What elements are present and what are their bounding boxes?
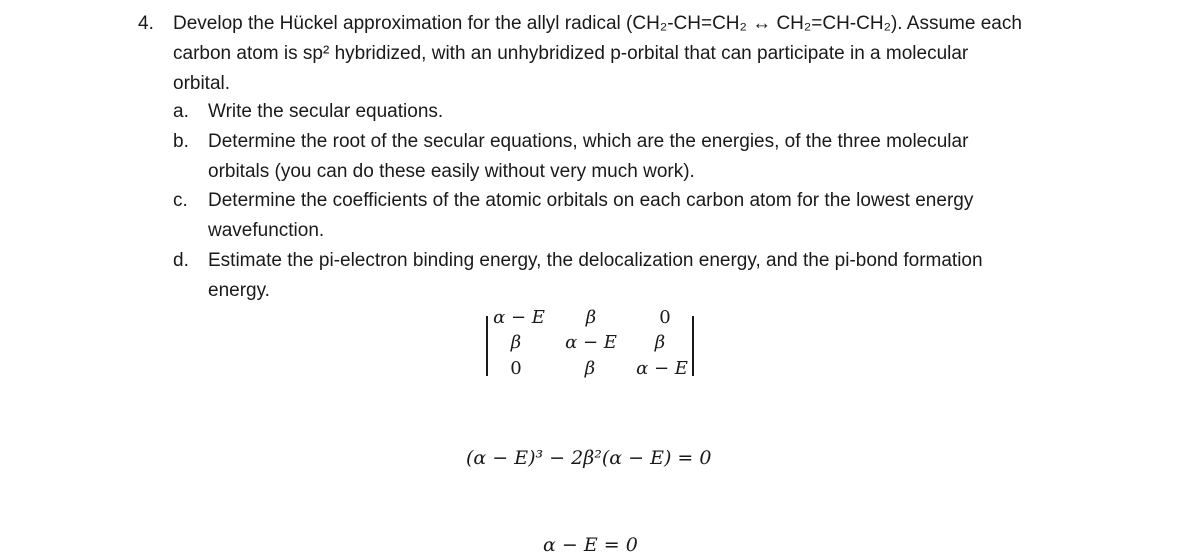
matrix-cell: α − E [565, 332, 617, 353]
determinant-left-bar [486, 316, 488, 376]
matrix-cell: α − E [636, 358, 688, 379]
matrix-cell: β [585, 307, 597, 328]
question-line: Develop the Hückel approximation for the allyl radical (CH₂-CH=CH₂ ↔ CH₂=CH-CH₂). Assume each [173, 13, 1022, 34]
question-line: carbon atom is sp² hybridized, with an unhybridized p-orbital that can participate in a molecular [173, 43, 969, 64]
matrix-cell: β [584, 358, 596, 379]
question-line: orbital. [173, 73, 231, 94]
part-letter: a. [173, 101, 189, 122]
part-text: Determine the coefficients of the atomic orbitals on each carbon atom for the lowest energy [208, 190, 974, 211]
question-text [173, 9, 1053, 99]
part-text: Write the secular equations. [208, 101, 444, 122]
part-text: wavefunction. [208, 220, 325, 241]
part-letter: c. [173, 190, 188, 211]
part-text: orbitals (you can do these easily without very much work). [208, 161, 695, 182]
part-letter: b. [173, 131, 189, 152]
part-text: Determine the root of the secular equations, which are the energies, of the three molecular [208, 131, 969, 152]
determinant-right-bar [692, 316, 694, 376]
part-text: energy. [208, 280, 270, 301]
question-number: 4. [138, 13, 154, 34]
matrix-cell: 0 [659, 307, 671, 328]
root-equation: α − E = 0 [543, 534, 638, 556]
part-text: Estimate the pi-electron binding energy, the delocalization energy, and the pi-bond formation [208, 250, 983, 271]
characteristic-equation: (α − E)³ − 2β²(α − E) = 0 [466, 447, 712, 469]
matrix-cell: α − E [493, 307, 545, 328]
matrix-cell: 0 [510, 358, 522, 379]
part-letter: d. [173, 250, 189, 271]
matrix-cell: β [510, 332, 522, 353]
matrix-cell: β [654, 332, 666, 353]
